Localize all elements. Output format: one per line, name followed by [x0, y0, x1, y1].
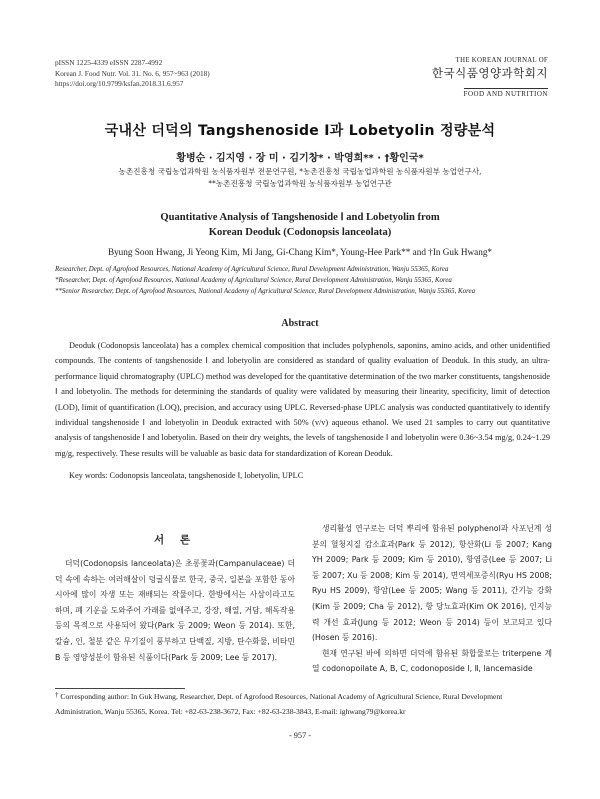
affiliations-korean: [0, 166, 600, 190]
intro-left-column: 더덕(Codonopsis lanceolata)은 초롱꽃과(Campanulaceae) 더덕 속에 속하는 여러해살이 덩굴식물로 한국, 중국, 일본을 포함한 동아시아에 많이 자생 또는 재배되는 작물이다. 한방에서는 사삼이라고도 하며, 폐 기운을 도와주어 가래를 없애주고, 강장, 해열, 거담, 해독작용 등의 목적으로 사용되어 왔다(Park 등 2009; Weon 등 2014). 또한, 칼슘, 인, 철분 같은 무기질이 풍부하고 단백질, 지방, 탄수화물, 비타민 B 등 영양성분이 함유된 식품이다(Park 등 2009; Lee 등 2017).: [55, 559, 295, 662]
journal-name-ko: 한국식품영양과학회지: [431, 66, 548, 80]
title-korean: 국내산 더덕의 Tangshenoside Ⅰ과 Lobetyolin 정량분석: [104, 123, 496, 139]
section-heading-introduction: 서 론: [154, 534, 196, 546]
authors-english: Byung Soon Hwang, Ji Yeong Kim, Mi Jang, Gi-Chang Kim*, Young-Hee Park** and †In Guk Hwang*: [107, 247, 493, 257]
title-en-line: Korean Deoduk (Codonopsis lanceolata): [208, 227, 392, 238]
affiliation-ko-line: **농촌진흥청 국립농업과학원 농식품자원부 농업연구관: [208, 179, 392, 188]
journal-name-en-top: THE KOREAN JOURNAL OF: [455, 57, 548, 64]
intro-paragraph: 현재 연구된 바에 의하면 더덕에 함유된 화합물로는 triterpene 계열 codonopoilate A, B, C, codonoposide Ⅰ, Ⅱ, lancemaside: [312, 648, 552, 674]
affiliations-english: [55, 264, 550, 297]
corresponding-author-footnote: [55, 690, 550, 718]
abstract-body: Deoduk (Codonopsis lanceolata) has a complex chemical composition that includes polyphenols, saponins, amino acids, and other unidentified compounds. The contents of tangshenoside Ⅰ and lobetyolin are considered as standard of quality evaluation of Deoduk. In this study, an ultra-performance liquid chromatography (UPLC) method was developed for the quantitative determination of the two marker constituents, tangshenoside Ⅰ and lobetyolin. The methods for determining the standards of quality were validated by measuring their linearity, specificity, limit of detection (LOD), limit of quantification (LOQ), precision, and accuracy using UPLC. Reversed-phase UPLC analysis was conducted quantitatively to identify individual tangshenoside Ⅰ and lobetyolin in Deoduk extracted with 50% (v/v) aqueous ethanol. We used 21 samples to carry out quantitative analysis of tangshenoside Ⅰ and lobetyolin. Based on their dry weights, the levels of tangshenoside Ⅰ and lobetyolin were 0.36~3.54 mg/g, 0.24~1.29 mg/g, respectively. These results will be valuable as basic data for standardization of Korean Deoduk.: [55, 341, 550, 458]
journal-name-en-bottom: FOOD AND NUTRITION: [463, 90, 548, 98]
keywords: Key words: Codonopsis lanceolata, tangshenoside Ⅰ, lobetyolin, UPLC: [69, 471, 304, 480]
intro-paragraph: 생리활성 연구로는 더덕 뿌리에 함유된 polyphenol과 사포닌계 성분의 혈청지질 감소효과(Park 등 2012), 항산화(Li 등 2007; Kang YH 2009; Park 등 2009; Kim 등 2010), 항염증(Lee 등 2007; Li 등 2007; Xu 등 2008; Kim 등 2014), 면역세포증식(Ryu HS 2008; Ryu HS 2009), 항암(Lee 등 2005; Wang 등 2011), 간기능 강화(Kim 등 2009; Cha 등 2012), 항 당뇨효과(Kim OK 2016), 인지능력 개선 효과(Jung 등 2012; Weon 등 2014) 등이 보고되고 있다(Hosen 등 2016).: [312, 524, 552, 643]
doi-link[interactable]: https://doi.org/10.9799/ksfan.2018.31.6.957: [55, 79, 184, 88]
title-english: [0, 210, 600, 240]
affiliation-en-line: Researcher, Dept. of Agrofood Resources, National Academy of Agricultural Science, Rural Development Administration, Wanju 55365, Korea: [55, 266, 449, 273]
title-en-line: Quantitative Analysis of Tangshenoside Ⅰ and Lobetyolin from: [160, 212, 440, 223]
publication-meta: [55, 58, 210, 90]
authors-korean: 황병순 · 김지영 · 장 미 · 김기창* · 박영희** · †황인국*: [176, 153, 424, 164]
affiliation-en-line: **Senior Researcher, Dept. of Agrofood Resources, National Academy of Agricultural Science, Rural Development Administration, Wanju 55365, Korea: [55, 288, 476, 295]
footnote-divider: [55, 688, 185, 689]
abstract-heading: Abstract: [281, 318, 319, 329]
footnote-text: Corresponding author: In Guk Hwang, Researcher, Dept. of Agrofood Resources, National Academy of Agricultural Science, Rural Development Administration, Wanju 55365, Korea. Tel: +82-63-238-3672, Fax: +82-63-238-3843, E-mail: ighwang79@korea.kr: [55, 692, 503, 716]
page-number: - 957 -: [288, 731, 312, 740]
citation-line: Korean J. Food Nutr. Vol. 31. No. 6, 957~963 (2018): [55, 68, 210, 78]
affiliation-en-line: *Researcher, Dept. of Agrofood Resources, National Academy of Agricultural Science, Rural Development Administration, Wanju 55365, Korea: [55, 277, 452, 284]
issn-line: pISSN 1225-4339 eISSN 2287-4992: [55, 58, 163, 67]
journal-logo: [398, 57, 548, 100]
dagger-mark: †: [55, 691, 59, 699]
intro-right-column: [312, 521, 552, 677]
affiliation-ko-line: 농촌진흥청 국립농업과학원 농식품자원부 전문연구원, *농촌진흥청 국립농업과학원 농식품자원부 농업연구사,: [118, 167, 482, 176]
